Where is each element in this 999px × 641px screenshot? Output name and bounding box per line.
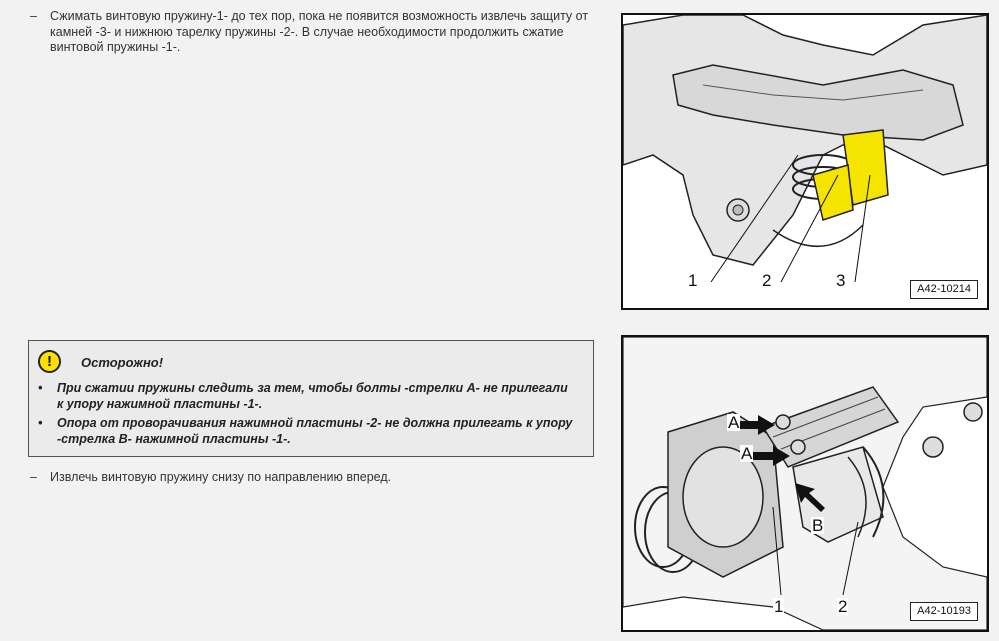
callout-label: 3 <box>836 271 846 290</box>
instruction-step-2 <box>30 470 600 486</box>
step-text: Извлечь винтовую пружину снизу по направлению вперед. <box>50 470 392 484</box>
suspension-illustration <box>623 15 987 308</box>
caution-box <box>28 340 594 457</box>
figure-code: A42-10193 <box>910 602 978 621</box>
exclamation-warning-icon: ! <box>38 350 61 373</box>
caution-item-text: Опора от проворачивания нажимной пластины -2- не должна прилегать к упору -стрелка B- нажимной пластины -1-. <box>57 416 573 446</box>
instruction-step-1 <box>30 9 600 56</box>
callout-label: 1 <box>688 271 698 290</box>
step-text: Сжимать винтовую пружину-1- до тех пор, пока не появится возможность извлечь защиту от камней -3- и нижнюю тарелку пружины -2-. В случае необходимости продолжить сжатие винтовой пружины -1-. <box>50 9 589 54</box>
figure-code: A42-10214 <box>910 280 978 299</box>
compressor-illustration <box>623 337 987 630</box>
caution-item-text: При сжатии пружины следить за тем, чтобы болты -стрелки A- не прилегали к упору нажимной пластины -1-. <box>57 381 568 411</box>
bullet-icon: • <box>38 381 43 395</box>
caution-title: Осторожно! <box>81 355 164 370</box>
callout-label: 1 <box>774 597 784 616</box>
arrow-label-a: A <box>728 413 740 432</box>
caution-item <box>29 415 577 447</box>
bullet-icon: • <box>38 416 43 430</box>
caution-item <box>29 380 577 412</box>
caution-list <box>29 380 577 450</box>
figure-spring-compressor-top <box>621 13 989 310</box>
callout-label: 2 <box>762 271 772 290</box>
arrow-label-a: A <box>741 444 753 463</box>
step-dash: – <box>30 9 37 23</box>
figure-spring-compressor-detail <box>621 335 989 632</box>
arrow-label-b: B <box>812 516 824 535</box>
step-dash: – <box>30 470 37 484</box>
callout-label: 2 <box>838 597 848 616</box>
